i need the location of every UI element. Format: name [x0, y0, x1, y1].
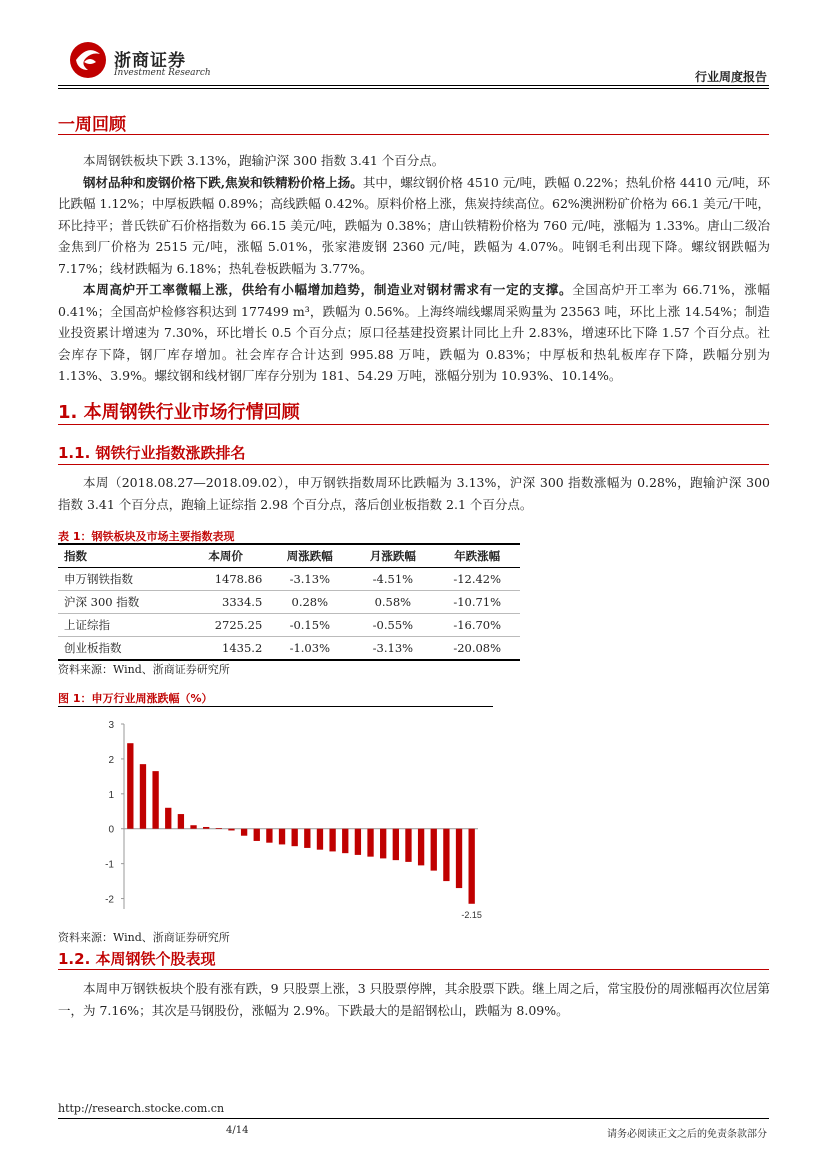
week-review-rule	[58, 134, 769, 135]
y-tick-label: -1	[105, 859, 114, 871]
table-cell: 上证综指	[58, 614, 183, 637]
bar	[216, 828, 222, 829]
bar	[292, 829, 298, 846]
table-cell: -3.13%	[268, 568, 351, 591]
bar	[342, 829, 348, 853]
bar	[456, 829, 462, 888]
stock-summary: 本周申万钢铁板块个股有涨有跌，9 只股票上涨，3 只股票停牌，其余股票下跌。继上周之后，常宝股份的周涨幅再次位居第一，为 7.16%；其次是马钢股份，涨幅为 2.9%。下跌最大的是韶钢松山，跌幅为 8.09%。	[58, 981, 770, 1018]
y-tick-label: 1	[108, 789, 114, 801]
bar	[203, 827, 209, 829]
table-cell: -0.15%	[268, 614, 351, 637]
bar	[418, 829, 424, 866]
table-cell: -10.71%	[434, 591, 520, 614]
table-header-cell: 本周价	[183, 544, 268, 568]
figure-caption-rule	[58, 706, 493, 707]
bar	[317, 829, 323, 850]
header-rule-thin	[58, 88, 769, 89]
table-row	[58, 637, 520, 661]
section-1-rule	[58, 424, 769, 425]
table-cell: 沪深 300 指数	[58, 591, 183, 614]
week-review-title: 一周回顾	[58, 115, 126, 135]
bar	[405, 829, 411, 862]
table-header-cell: 指数	[58, 544, 183, 568]
review-paragraph-2	[58, 172, 770, 280]
subsection-1-1-rule	[58, 464, 769, 465]
subsection-1-1-body	[58, 472, 770, 515]
bar	[380, 829, 386, 859]
table-cell: -20.08%	[434, 637, 520, 661]
bar	[367, 829, 373, 857]
report-type: 行业周度报告	[694, 70, 767, 84]
table-row	[58, 591, 520, 614]
review-paragraph-3	[58, 279, 770, 387]
table-cell: 0.28%	[268, 591, 351, 614]
figure-caption: 图 1：申万行业周涨跌幅（%）	[58, 692, 213, 705]
table-cell: 1478.86	[183, 568, 268, 591]
table-row	[58, 568, 520, 591]
industry-weekly-change-chart	[58, 710, 498, 924]
figure-source: 资料来源：Wind、浙商证券研究所	[58, 931, 230, 944]
footer-url[interactable]: http://research.stocke.com.cn	[58, 1102, 225, 1115]
bar	[329, 829, 335, 852]
subsection-1-1-title: 1.1. 钢铁行业指数涨跌排名	[58, 444, 246, 462]
table-header-cell: 年跌涨幅	[434, 544, 520, 568]
bar	[152, 771, 158, 829]
review-paragraph-1: 本周钢铁板块下跌 3.13%，跑输沪深 300 指数 3.41 个百分点。	[83, 153, 445, 168]
table-cell: -16.70%	[434, 614, 520, 637]
bar	[140, 764, 146, 829]
subsection-1-2-title: 1.2. 本周钢铁个股表现	[58, 950, 216, 968]
section-1-title: 1. 本周钢铁行业市场行情回顾	[58, 402, 300, 423]
table-cell: -12.42%	[434, 568, 520, 591]
subsection-1-2-body	[58, 978, 770, 1021]
footer-disclaimer: 请务必阅读正文之后的免责条款部分	[607, 1129, 767, 1140]
y-tick-label: 0	[108, 824, 114, 836]
bar	[228, 829, 234, 831]
subsection-1-2-rule	[58, 969, 769, 970]
company-logo	[66, 40, 110, 80]
data-label: -2.15	[461, 909, 482, 920]
table-row	[58, 614, 520, 637]
table-header-row	[58, 544, 520, 568]
y-tick-label: 2	[108, 754, 114, 766]
index-summary: 本周（2018.08.27—2018.09.02），申万钢铁指数周环比跌幅为 3.13%，沪深 300 指数涨幅为 0.28%，跑输沪深 300 指数 3.41 个百分点，跑输上证综指 2.98 个百分点，落后创业板指数 2.1 个百分点。	[58, 475, 770, 512]
table-cell: -4.51%	[351, 568, 434, 591]
y-tick-label: -2	[105, 894, 114, 906]
brand-name: 浙商证券	[114, 51, 186, 71]
bar	[254, 829, 260, 841]
table-cell: 2725.25	[183, 614, 268, 637]
bar	[279, 829, 285, 845]
brand-name-en: Investment Research	[114, 68, 211, 78]
bar	[127, 743, 133, 829]
bar	[178, 814, 184, 829]
bar	[469, 829, 475, 904]
bar	[304, 829, 310, 848]
table-cell: 申万钢铁指数	[58, 568, 183, 591]
bar	[190, 825, 196, 828]
table-header-cell: 月涨跌幅	[351, 544, 434, 568]
review-p2-text: 其中，螺纹钢价格 4510 元/吨，跌幅 0.22%；热轧价格 4410 元/吨，环比跌幅 1.12%；中厚板跌幅 0.89%；高线跌幅 0.42%。原料价格上涨，焦炭持续高位。62%澳洲粉矿价格为 66.1 美元/干吨，环比持平；普氏铁矿石价格指数为 66.15 美元/吨，跌幅为 0.38%；唐山铁精粉价格为 760 元/吨，涨幅为 1.33%。唐山二级冶金焦到厂价格为 2515 元/吨，涨幅 5.01%，张家港废钢 2360 元/吨，跌幅为 4.07%。吨钢毛利出现下降。螺纹钢跌幅为 7.17%；线材跌幅为 6.18%；热轧卷板跌幅为 3.77%。	[58, 174, 770, 276]
bar	[355, 829, 361, 855]
table-cell: 1435.2	[183, 637, 268, 661]
bar	[165, 808, 171, 829]
bar	[431, 829, 437, 871]
table-cell: -3.13%	[351, 637, 434, 661]
index-table	[58, 543, 520, 661]
table-header-cell: 周涨跌幅	[268, 544, 351, 568]
table-cell: 0.58%	[351, 591, 434, 614]
bar	[443, 829, 449, 881]
y-tick-label: 3	[108, 720, 114, 731]
table-cell: -1.03%	[268, 637, 351, 661]
table-cell: -0.55%	[351, 614, 434, 637]
page-number: 4/14	[226, 1125, 249, 1136]
table-source: 资料来源：Wind、浙商证券研究所	[58, 663, 230, 676]
bar	[241, 829, 247, 836]
bar	[393, 829, 399, 860]
table-cell: 创业板指数	[58, 637, 183, 661]
table-cell: 3334.5	[183, 591, 268, 614]
week-review-body	[58, 150, 770, 387]
footer-rule	[58, 1118, 769, 1119]
review-p2-bold: 钢材品种和废钢价格下跌,焦炭和铁精粉价格上扬。	[83, 174, 363, 190]
header-rule	[58, 85, 769, 86]
review-p3-bold: 本周高炉开工率微幅上涨，供给有小幅增加趋势，制造业对钢材需求有一定的支撑。	[83, 282, 573, 297]
review-p3-text: 全国高炉开工率为 66.71%，涨幅 0.41%；全国高炉检修容积达到 177499 m³，跌幅为 0.56%。上海终端线螺周采购量为 23563 吨，环比上涨 14.54%；制造业投资累计增速为 7.30%，环比增长 0.5 个百分点；原口径基建投资累计同比上升 2.83%，增速环比下降 1.57 个百分点。社会库存下降，钢厂库存增加。社会库存合计达到 995.88 万吨，跌幅为 0.83%；中厚板和热轧板库存下降，跌幅分别为 1.13%、3.9%。螺纹钢和线材钢厂库存分别为 181、54.29 万吨，涨幅分别为 10.93%、10.14%。	[58, 282, 770, 383]
table-caption: 表 1：钢铁板块及市场主要指数表现	[58, 530, 235, 543]
bar	[266, 829, 272, 843]
